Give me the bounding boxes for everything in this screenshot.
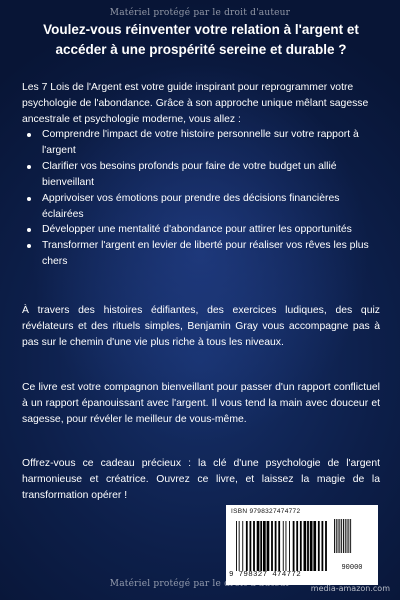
price-code-digits: 90000 bbox=[341, 564, 363, 572]
barcode-bar bbox=[293, 521, 295, 571]
paragraph-gift: Offrez-vous ce cadeau précieux : la clé d'une psychologie de l'argent harmonieuse et créatrice. Ouvrez ce livre, et laissez la magie de la transformation opérer ! bbox=[22, 458, 380, 501]
barcode-bar bbox=[275, 521, 277, 571]
barcode-bar bbox=[334, 519, 335, 553]
barcode-bar bbox=[260, 521, 262, 571]
barcode-bar bbox=[300, 521, 302, 571]
barcode-bar bbox=[313, 521, 316, 571]
barcode-bar bbox=[336, 519, 337, 553]
barcode-bar bbox=[307, 521, 309, 571]
barcode-bar bbox=[253, 521, 255, 571]
barcode-bar bbox=[250, 521, 252, 571]
barcode-icon bbox=[234, 521, 330, 576]
barcode-bar bbox=[322, 521, 324, 571]
bullet-icon bbox=[27, 165, 31, 169]
isbn-label: ISBN 9798327474772 bbox=[231, 508, 301, 515]
barcode-bar bbox=[267, 521, 270, 571]
barcode-bar bbox=[345, 519, 346, 553]
ean-barcode-bars bbox=[234, 521, 330, 571]
source-watermark: media-amazon.com bbox=[310, 584, 390, 593]
barcode-bar bbox=[343, 519, 344, 553]
barcode-bar bbox=[350, 519, 351, 553]
benefit-text: Développer une mentalité d'abondance pour attirer les opportunités bbox=[42, 224, 352, 236]
barcode-bar bbox=[283, 521, 284, 571]
barcode-panel bbox=[226, 505, 378, 585]
barcode-bar bbox=[341, 519, 342, 553]
barcode-bar bbox=[348, 519, 349, 553]
price-barcode-bars bbox=[332, 519, 372, 561]
barcode-bar bbox=[338, 519, 339, 553]
bullet-icon bbox=[27, 197, 31, 201]
benefit-item bbox=[22, 127, 380, 159]
copyright-watermark-bottom: Matériel protégé par le droit d'auteur bbox=[109, 579, 291, 589]
benefit-text: Clarifier vos besoins profonds pour faire de votre budget un allié bienveillant bbox=[42, 161, 337, 188]
barcode-bar bbox=[236, 521, 237, 571]
benefit-item bbox=[22, 159, 380, 191]
barcode-bar bbox=[310, 521, 313, 571]
intro-block bbox=[22, 80, 380, 270]
bullet-icon bbox=[27, 133, 31, 137]
benefit-text: Comprendre l'impact de votre histoire personnelle sur votre rapport à l'argent bbox=[42, 129, 359, 157]
benefit-text: Transformer l'argent en levier de liberté pour réaliser vos rêves les plus chers bbox=[42, 240, 369, 267]
benefit-item bbox=[22, 191, 380, 223]
benefit-item bbox=[22, 238, 380, 270]
headline: Voulez-vous réinventer votre relation à l'argent et accéder à une prospérité sereine et durable ? bbox=[43, 22, 359, 58]
copyright-watermark-top: Matériel protégé par le droit d'auteur bbox=[109, 8, 291, 18]
barcode-bar bbox=[286, 521, 287, 571]
benefits-list bbox=[22, 127, 380, 269]
barcode-bar bbox=[304, 521, 307, 571]
barcode-bar bbox=[271, 521, 273, 571]
barcode-bar bbox=[325, 521, 327, 571]
barcode-bar bbox=[239, 521, 240, 571]
barcode-bar bbox=[318, 521, 320, 571]
benefit-item bbox=[22, 222, 380, 238]
barcode-bar bbox=[278, 521, 280, 571]
barcode-bar bbox=[246, 521, 248, 571]
barcode-bar bbox=[347, 519, 348, 553]
benefit-text: Apprivoiser vos émotions pour prendre des décisions financières éclairées bbox=[42, 192, 340, 220]
barcode-bar bbox=[242, 521, 243, 571]
barcode-bar bbox=[339, 519, 340, 553]
intro-paragraph: Les 7 Lois de l'Argent est votre guide inspirant pour reprogrammer votre psychologie de l'abondance. Grâce à son approche unique mêlant sagesse ancestrale et psychologie moderne, vous allez : bbox=[22, 82, 369, 125]
paragraph-companion: Ce livre est votre compagnon bienveillant pour passer d'un rapport conflictuel à un rapport épanouissant avec l'argent. Il vous tend la main avec douceur et sagesse, pour révéler le meilleur de vous-même. bbox=[22, 382, 380, 425]
paragraph-method: À travers des histoires édifiantes, des exercices ludiques, des quiz révélateurs et des rituels simples, Benjamin Gray vous accompagne pas à pas sur le chemin d'une vie plus riche à tous les niveaux. bbox=[22, 305, 380, 348]
barcode-bar bbox=[257, 521, 260, 571]
ean-digits: 9 798327 474772 bbox=[229, 571, 302, 579]
bullet-icon bbox=[27, 228, 31, 232]
barcode-bar bbox=[263, 521, 266, 571]
price-code bbox=[332, 519, 372, 572]
barcode-bar bbox=[296, 521, 298, 571]
bullet-icon bbox=[27, 244, 31, 248]
barcode-bar bbox=[289, 521, 290, 571]
